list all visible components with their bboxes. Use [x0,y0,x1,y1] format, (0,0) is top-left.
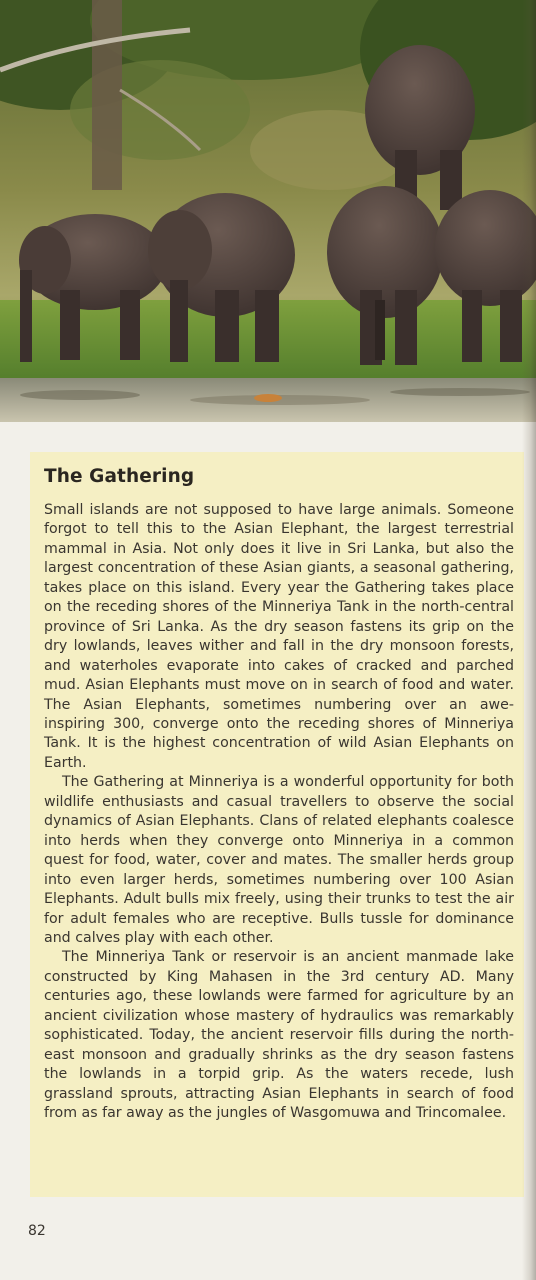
page-number: 82 [28,1223,46,1239]
elephant-herd-photo [0,0,536,422]
article-paragraph-2: The Gathering at Minneriya is a wonderful opportunity for both wildlife enthusiasts and casual travellers to observe the social dynamics of Asian Elephants. Clans of related elephants coalesce into herds when they converge onto Minneriya in a common quest for food, water, cover and mates. The smaller herds group into even larger herds, sometimes numbering over 100 Asian Elephants. Adult bulls mix freely, using their trunks to test the air for adult females who are receptive. Bulls tussle for dominance and calves play with each other. [44,774,514,946]
article-paragraph-3: The Minneriya Tank or reservoir is an ancient manmade lake constructed by King Mahasen in the 3rd century AD. Many centuries ago, these lowlands were farmed for agriculture by an ancient civilization whose mastery of hydraulics was remarkably sophisticated. Today, the ancient reservoir fills during the north-east monsoon and gradually shrinks as the dry season fastens the lowlands in a torpid grip. As the waters recede, lush grassland sprouts, attracting Asian Elephants in search of food from as far away as the jungles of Wasgomuwa and Trincomalee. [44,949,514,1122]
article-paragraph-1: Small islands are not supposed to have large animals. Someone forgot to tell this to the Asian Elephant, the largest terrestrial mammal in Asia. Not only does it live in Sri Lanka, but also the largest concentration of these Asian giants, a seasonal gathering, takes place on this island. Every year the Gathering takes place on the receding shores of the Minneriya Tank in the north-central province of Sri Lanka. As the dry season fastens its grip on the dry lowlands, leaves wither and fall in the dry monsoon forests, and waterholes evaporate into cakes of cracked and parched mud. Asian Elephants must move on in search of food and water. The Asian Elephants, sometimes numbering over an awe-inspiring 300, converge onto the receding shores of Minneriya Tank. It is the highest concentration of wild Asian Elephants on Earth. [44,502,514,771]
article-heading: The Gathering [44,466,195,487]
article-sidebar-box [30,452,524,1197]
elephant-herd-illustration [0,0,536,422]
